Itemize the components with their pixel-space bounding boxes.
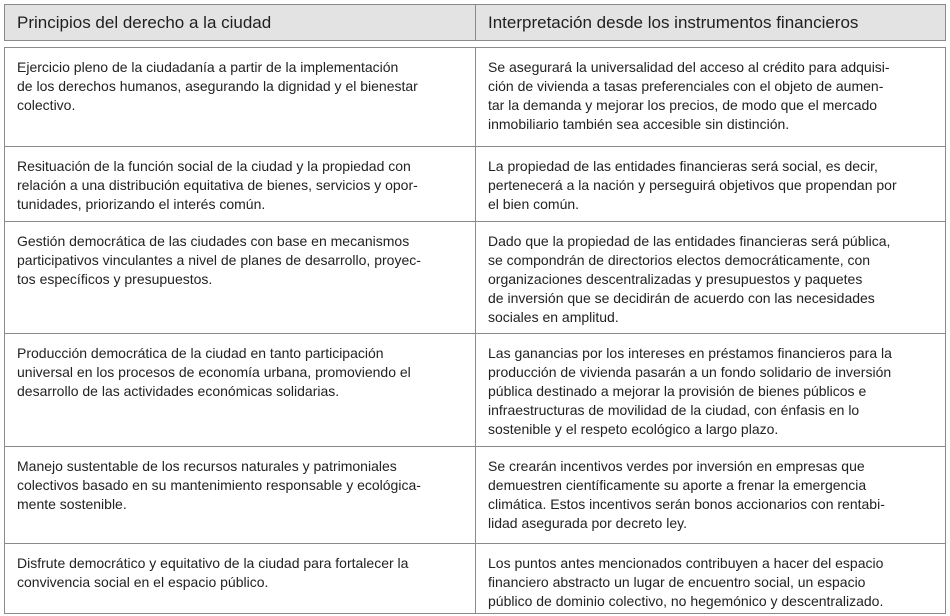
principles-table <box>4 4 946 614</box>
interpretation-text: Dado que la propiedad de las entidades financieras será pública, se compondrán de directorios electos democráticamente, con organizaciones descentralizadas y presupuestos y paquetes de inversión que se decidirán de acuerdo con las necesidades sociales en amplitud. <box>488 233 891 325</box>
table-header-row <box>5 5 946 41</box>
interpretation-cell <box>476 447 946 544</box>
principle-text: Gestión democrática de las ciudades con base en mecanismos participativos vinculantes a nivel de planes de desarrollo, proyec- tos específicos y presupuestos. <box>17 233 421 287</box>
interpretation-cell <box>476 222 946 334</box>
principle-text: Manejo sustentable de los recursos naturales y patrimoniales colectivos basado en su mantenimiento responsable y ecológica- mente sostenible. <box>17 458 421 512</box>
principle-text: Resituación de la función social de la ciudad y la propiedad con relación a una distribución equitativa de bienes, servicios y opor- tunidades, priorizando el interés común. <box>17 158 418 212</box>
interpretation-text: Los puntos antes mencionados contribuyen a hacer del espacio financiero abstracto un lugar de encuentro social, un espacio público de dominio colectivo, no hegemónico y descentralizado. <box>488 555 884 609</box>
table-row <box>5 544 946 614</box>
table-row <box>5 222 946 334</box>
header-spacer <box>5 41 946 48</box>
principle-text: Producción democrática de la ciudad en tanto participación universal en los procesos de economía urbana, promoviendo el desarrollo de las actividades económicas solidarias. <box>17 345 411 399</box>
table-row <box>5 447 946 544</box>
principle-cell <box>5 222 476 334</box>
interpretation-text: Las ganancias por los intereses en préstamos financieros para la producción de vivienda pasarán a un fondo solidario de inversión pública destinado a mejorar la provisión de bienes públicos e infraestructuras de movilidad de la ciudad, con énfasis en lo sostenible y el respeto ecológico a largo plazo. <box>488 345 892 437</box>
principle-cell <box>5 447 476 544</box>
interpretation-text: Se asegurará la universalidad del acceso al crédito para adquisi- ción de vivienda a tasas preferenciales con el objeto de aumen- tar la demanda y mejorar los precios, de modo que el mercado inmobiliario también sea accesible sin distinción. <box>488 59 890 132</box>
principle-text: Ejercicio pleno de la ciudadanía a partir de la implementación de los derechos humanos, asegurando la dignidad y el bienestar colectivo. <box>17 59 418 113</box>
principle-cell <box>5 147 476 222</box>
principle-cell <box>5 48 476 147</box>
column-header-principles: Principios del derecho a la ciudad <box>5 5 476 41</box>
principle-cell <box>5 544 476 614</box>
interpretation-cell <box>476 544 946 614</box>
interpretation-cell <box>476 48 946 147</box>
principle-text: Disfrute democrático y equitativo de la ciudad para fortalecer la convivencia social en el espacio público. <box>17 555 409 590</box>
table-row <box>5 48 946 147</box>
table-row <box>5 147 946 222</box>
interpretation-cell <box>476 334 946 447</box>
table-row <box>5 334 946 447</box>
interpretation-text: Se crearán incentivos verdes por inversión en empresas que demuestren científicamente su aporte a frenar la emergencia climática. Estos incentivos serán bonos accionarios con rentabi- lidad asegurada por decreto ley. <box>488 458 885 531</box>
interpretation-text: La propiedad de las entidades financieras será social, es decir, pertenecerá a la nación y perseguirá objetivos que propendan por el bien común. <box>488 158 897 212</box>
principle-cell <box>5 334 476 447</box>
column-header-interpretation: Interpretación desde los instrumentos financieros <box>476 5 946 41</box>
interpretation-cell <box>476 147 946 222</box>
